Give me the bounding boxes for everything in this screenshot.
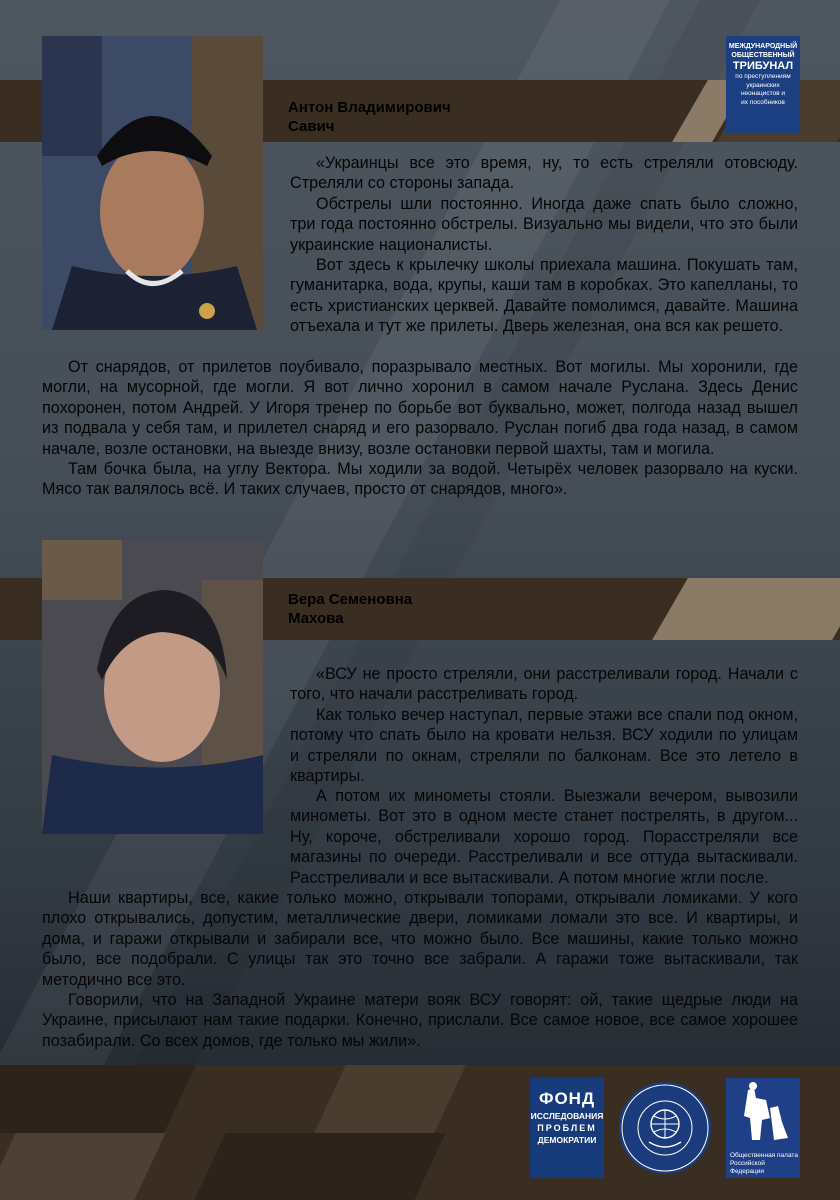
witness2-testimony-full <box>42 888 798 1051</box>
tribunal-logo: МЕЖДУНАРОДНЫЙ ОБЩЕСТВЕННЫЙ ТРИБУНАЛ по преступлениям украинских неонацистов и их пособников <box>726 36 800 134</box>
witness2-testimony-cont <box>290 786 798 888</box>
testimony-paragraph: «Украинцы все это время, ну, то есть стреляли отовсюду. Стреляли со стороны запада. <box>290 154 798 193</box>
witness1-testimony <box>290 153 798 255</box>
witness2-name: Вера Семеновна Махова <box>288 591 413 627</box>
testimony-paragraph: А потом их минометы стояли. Выезжали вечером, вывозили минометы. Вот это в одном месте станет пострелять, в другом... Ну, короче, обстреливали хорошо город. Порасстреляли все магазины по очереди. Расстреливали и все оттуда вытаскивали. Расстреливали и все вытаскивали. А потом многие жгли после. <box>290 787 798 887</box>
testimony-paragraph: Говорили, что на Западной Украине матери вояк ВСУ говорят: ой, такие щедрые люди на Украине, присылают нам такие подарки. Конечно, прислали. Все самое новое, все самое хорошее позабирали. Со всех домов, где только мы жили». <box>42 991 798 1050</box>
witness1-testimony-full <box>42 357 798 500</box>
public-chamber-logo: Общественная палата Российской Федерации <box>726 1078 800 1178</box>
witness1-name: Антон Владимирович Савич <box>288 99 451 135</box>
witness1-photo <box>42 36 263 330</box>
witness1-testimony-cont <box>290 255 798 337</box>
testimony-paragraph: Наши квартиры, все, какие только можно, открывали топорами, открывали ломиками. У кого плохо открывались, допустим, металлические двери, ломиками ломали это все. И квартиры, и дома, и гаражи открывали и забирали все, что можно было. Все машины, какие только можно было, все подобрали. С улицы так это точно все забрали. А гаражи тоже вытаскивали, так методично все это. <box>42 889 798 989</box>
fond-logo: ФОНД ИССЛЕДОВАНИЯ ПРОБЛЕМ ДЕМОКРАТИИ <box>530 1078 604 1178</box>
testimony-paragraph: Обстрелы шли постоянно. Иногда даже спать было сложно, три года постоянно обстрелы. Визуально мы видели, что это были украинские националисты. <box>290 194 798 254</box>
footer-band <box>0 1065 840 1200</box>
witness2-testimony <box>290 664 798 786</box>
testimony-paragraph: «ВСУ не просто стреляли, они расстреливали город. Начали с того, что начали расстреливать город. <box>290 665 798 704</box>
compatriots-fund-logo <box>619 1082 711 1174</box>
testimony-paragraph: Как только вечер наступал, первые этажи все спали под окном, потому что спать было на кровати нельзя. ВСУ ходили по улицам и стреляли по окнам, стреляли по балконам. Все это летело в квартиры. <box>290 705 798 786</box>
testimony-paragraph: От снарядов, от прилетов поубивало, поразрывало местных. Вот могилы. Мы хоронили, где могли, на мусорной, где могли. Я вот лично хоронил в самом начале Руслана. Здесь Денис похоронен, потом Андрей. У Игоря тренер по борьбе вот буквально, может, полгода назад вышел из подвала у себя там, и прилетел снаряд и его разорвало. Руслан погиб два года назад, в самом начале, возле остановки, на выезде внизу, возле остановки первой шахты, там и могила. <box>42 358 798 458</box>
testimony-paragraph: Вот здесь к крылечку школы приехала машина. Покушать там, гуманитарка, вода, крупы, каши там в коробках. Это капелланы, то есть христианских церквей. Давайте помолимся, давайте. Машина отъехала и тут же прилеты. Дверь железная, она вся как решето. <box>290 256 798 336</box>
witness2-photo <box>42 540 263 834</box>
testimony-paragraph: Там бочка была, на углу Вектора. Мы ходили за водой. Четырёх человек разорвало на куски. Мясо так валялось всё. И таких случаев, просто от снарядов, много». <box>42 460 798 499</box>
